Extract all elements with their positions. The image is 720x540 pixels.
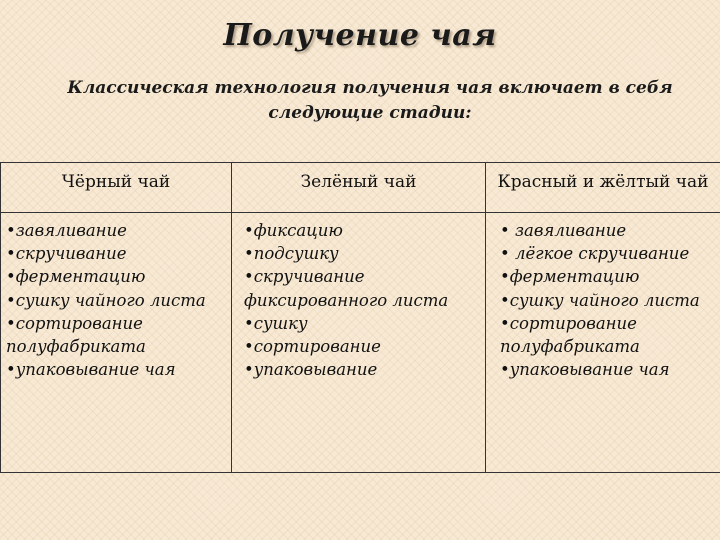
list-item: •упаковывание чая [6,360,176,380]
list-item: •завяливание [6,221,127,240]
header-green-tea: Зелёный чай [232,163,486,213]
header-black-tea: Чёрный чай [1,163,232,213]
tea-stages-table [0,162,720,473]
list-item: •скручивание [6,244,127,264]
list-item: •ферментацию [6,267,146,287]
table-body-row [1,213,720,473]
green-tea-cell [232,213,486,473]
list-item: •сортирование полуфабриката [500,313,640,357]
list-item: • лёгкое скручивание [500,244,690,264]
black-tea-cell [1,213,232,473]
list-item: •сушку чайного листа [6,290,206,310]
list-item: •фиксацию [244,221,343,240]
red-yellow-tea-cell [486,213,720,473]
table-header-row [1,163,720,213]
list-item: • завяливание [500,221,627,240]
list-item: •подсушку [244,244,339,264]
red-yellow-tea-stages [486,213,720,381]
list-item: •скручивание фиксированного листа [244,267,449,310]
list-item: •сушку чайного листа [500,290,700,310]
list-item: •сортирование полуфабриката [6,313,146,357]
list-item: •сушку [244,313,308,333]
green-tea-stages [232,213,485,381]
list-item: •упаковывание чая [500,360,670,380]
page-title: Получение чая [223,18,497,53]
list-item: •ферментацию [500,267,640,287]
intro-text: Классическая технология получения чая включает в себя следующие стадии: [67,78,673,123]
list-item: •упаковывание [244,360,378,380]
header-red-yellow-tea: Красный и жёлтый чай [486,163,720,213]
list-item: •сортирование [244,337,381,357]
black-tea-stages [1,213,231,381]
